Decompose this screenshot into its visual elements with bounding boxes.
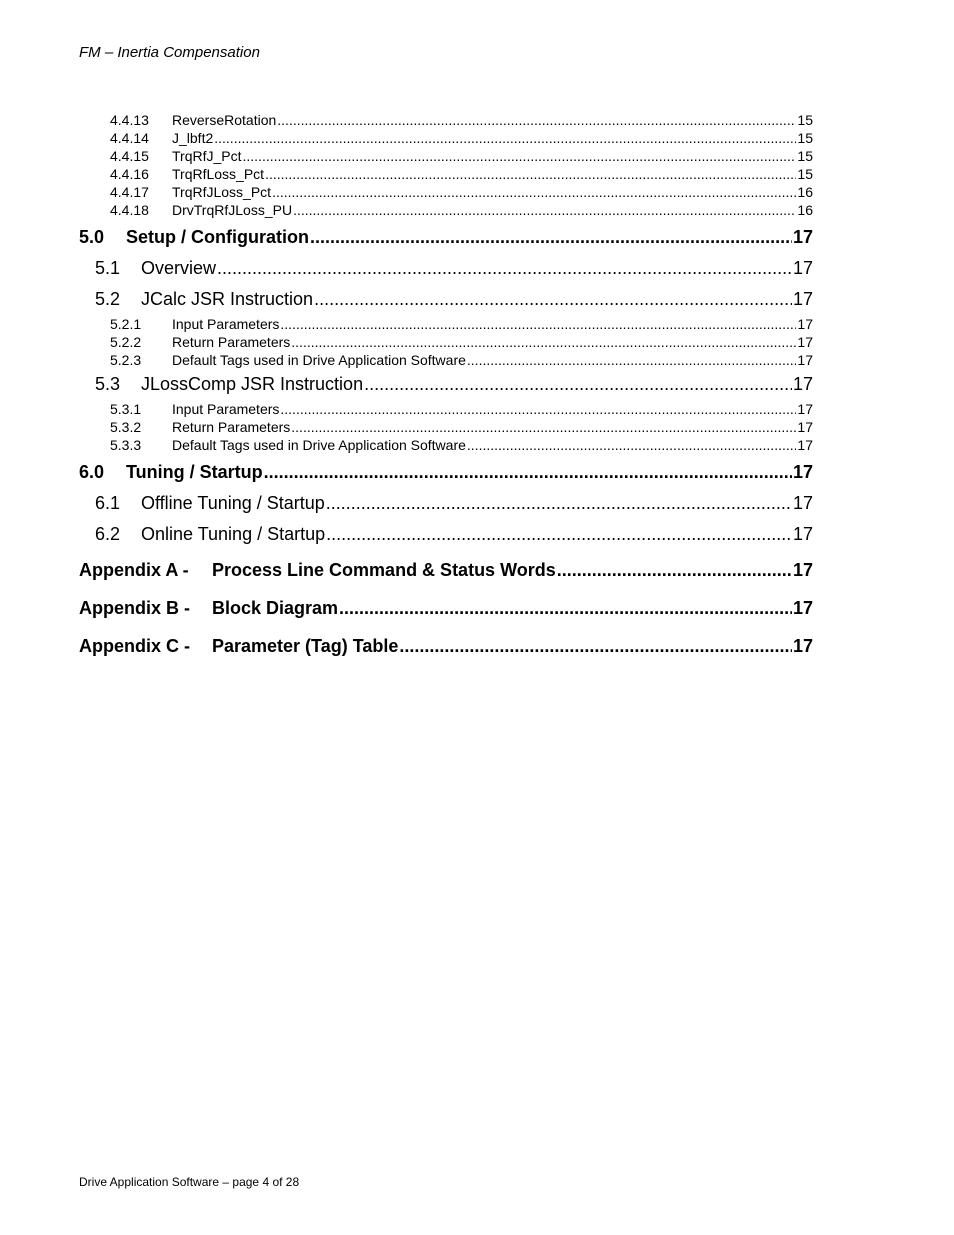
toc-entry-page-number: 15: [797, 148, 813, 164]
toc-entry-number: 4.4.14: [110, 130, 149, 146]
toc-dot-leader: [272, 183, 796, 201]
toc-entry-title: Return Parameters: [172, 334, 291, 350]
toc-dot-leader: [243, 147, 797, 165]
toc-entry-number: 6.0: [79, 462, 105, 482]
toc-entry-page-number: 17: [792, 598, 813, 618]
toc-entry-page-number: 16: [797, 184, 813, 200]
toc-entry[interactable]: [79, 284, 813, 315]
toc-entry-title: Online Tuning / Startup: [141, 524, 326, 544]
toc-entry-title: Parameter (Tag) Table: [212, 636, 399, 656]
toc-dot-leader: [310, 222, 792, 253]
toc-entry-page-number: 17: [792, 374, 813, 394]
toc-dot-leader: [214, 129, 796, 147]
toc-entry-page-number: 17: [792, 493, 813, 513]
toc-entry-number: 5.1: [95, 258, 121, 278]
toc-entry-title: J_lbft2: [172, 130, 214, 146]
toc-dot-leader: [314, 284, 792, 315]
toc-dot-leader: [399, 629, 792, 664]
toc-entry-title: Input Parameters: [172, 316, 280, 332]
toc-entry-number: Appendix A -: [79, 560, 189, 580]
toc-entry-number: 4.4.16: [110, 166, 149, 182]
toc-entry-page-number: 17: [797, 401, 813, 417]
toc-entry-number: 5.0: [79, 227, 105, 247]
toc-entry-number: 5.3.1: [110, 401, 142, 417]
toc-entry-page-number: 15: [797, 112, 813, 128]
toc-entry[interactable]: [79, 333, 813, 351]
toc-entry-number: 5.3: [95, 374, 121, 394]
toc-entry-number: 4.4.15: [110, 148, 149, 164]
toc-entry-title: TrqRfLoss_Pct: [172, 166, 265, 182]
toc-dot-leader: [264, 457, 792, 488]
toc-entry[interactable]: [79, 222, 813, 253]
toc-entry-title: Block Diagram: [212, 598, 339, 618]
toc-entry[interactable]: [79, 369, 813, 400]
toc-dot-leader: [467, 436, 797, 454]
toc-entry-page-number: 17: [797, 334, 813, 350]
toc-entry-title: Return Parameters: [172, 419, 291, 435]
toc-dot-leader: [291, 418, 796, 436]
toc-entry-title: TrqRfJLoss_Pct: [172, 184, 272, 200]
toc-entry[interactable]: [79, 201, 813, 219]
toc-entry-page-number: 17: [797, 352, 813, 368]
toc-entry[interactable]: [79, 129, 813, 147]
toc-entry-number: 6.1: [95, 493, 121, 513]
toc-entry-title: Tuning / Startup: [126, 462, 263, 482]
toc-entry-page-number: 17: [797, 419, 813, 435]
toc-entry-title: Process Line Command & Status Words: [212, 560, 556, 580]
toc-entry[interactable]: [79, 111, 813, 129]
toc-entry-number: 5.2: [95, 289, 121, 309]
toc-entry[interactable]: [79, 457, 813, 488]
toc-entry[interactable]: [79, 488, 813, 519]
toc-dot-leader: [326, 488, 792, 519]
toc-entry-number: 4.4.17: [110, 184, 149, 200]
toc-entry[interactable]: [79, 519, 813, 550]
toc-entry-title: Input Parameters: [172, 401, 280, 417]
toc-entry-title: JLossComp JSR Instruction: [141, 374, 364, 394]
toc-entry-title: Default Tags used in Drive Application Software: [172, 437, 466, 453]
toc-entry[interactable]: [79, 436, 813, 454]
toc-entry-page-number: 17: [792, 258, 813, 278]
toc-entry[interactable]: [79, 629, 813, 664]
toc-dot-leader: [280, 400, 796, 418]
toc-entry-number: 5.2.1: [110, 316, 142, 332]
toc-entry-page-number: 15: [797, 130, 813, 146]
toc-entry-title: DrvTrqRfJLoss_PU: [172, 202, 293, 218]
toc-entry-page-number: 17: [792, 560, 813, 580]
toc-entry-page-number: 16: [797, 202, 813, 218]
toc-entry-page-number: 15: [797, 166, 813, 182]
toc-entry-title: Offline Tuning / Startup: [141, 493, 325, 513]
toc-entry[interactable]: [79, 183, 813, 201]
toc-entry-number: 5.3.3: [110, 437, 142, 453]
toc-entry[interactable]: [79, 253, 813, 284]
table-of-contents: [79, 111, 813, 664]
toc-dot-leader: [217, 253, 792, 284]
toc-entry-title: TrqRfJ_Pct: [172, 148, 242, 164]
page-header-title: FM – Inertia Compensation: [79, 44, 260, 61]
toc-entry-number: Appendix B -: [79, 598, 190, 618]
toc-entry[interactable]: [79, 351, 813, 369]
toc-entry[interactable]: [79, 400, 813, 418]
toc-dot-leader: [280, 315, 796, 333]
toc-entry-number: 6.2: [95, 524, 121, 544]
toc-entry[interactable]: [79, 165, 813, 183]
toc-entry-title: Setup / Configuration: [126, 227, 309, 247]
toc-entry[interactable]: [79, 418, 813, 436]
toc-entry-number: 4.4.13: [110, 112, 149, 128]
toc-entry[interactable]: [79, 591, 813, 626]
toc-entry-number: 4.4.18: [110, 202, 149, 218]
toc-entry-title: Overview: [141, 258, 217, 278]
toc-entry-number: Appendix C -: [79, 636, 190, 656]
toc-entry-page-number: 17: [792, 227, 813, 247]
toc-dot-leader: [291, 333, 796, 351]
toc-dot-leader: [364, 369, 792, 400]
toc-entry-page-number: 17: [792, 524, 813, 544]
toc-entry[interactable]: [79, 315, 813, 333]
toc-entry-title: JCalc JSR Instruction: [141, 289, 314, 309]
toc-dot-leader: [339, 591, 792, 626]
toc-entry[interactable]: [79, 553, 813, 588]
toc-entry-page-number: 17: [797, 437, 813, 453]
toc-entry-page-number: 17: [792, 462, 813, 482]
page-footer: Drive Application Software – page 4 of 28: [79, 1175, 300, 1189]
toc-dot-leader: [557, 553, 792, 588]
toc-entry-title: ReverseRotation: [172, 112, 277, 128]
toc-entry[interactable]: [79, 147, 813, 165]
toc-entry-number: 5.2.3: [110, 352, 142, 368]
toc-dot-leader: [277, 111, 796, 129]
toc-entry-number: 5.3.2: [110, 419, 142, 435]
toc-dot-leader: [326, 519, 792, 550]
toc-entry-page-number: 17: [797, 316, 813, 332]
toc-entry-page-number: 17: [792, 289, 813, 309]
toc-dot-leader: [265, 165, 796, 183]
toc-entry-page-number: 17: [792, 636, 813, 656]
toc-dot-leader: [467, 351, 797, 369]
toc-entry-number: 5.2.2: [110, 334, 142, 350]
toc-dot-leader: [293, 201, 796, 219]
toc-entry-title: Default Tags used in Drive Application Software: [172, 352, 466, 368]
